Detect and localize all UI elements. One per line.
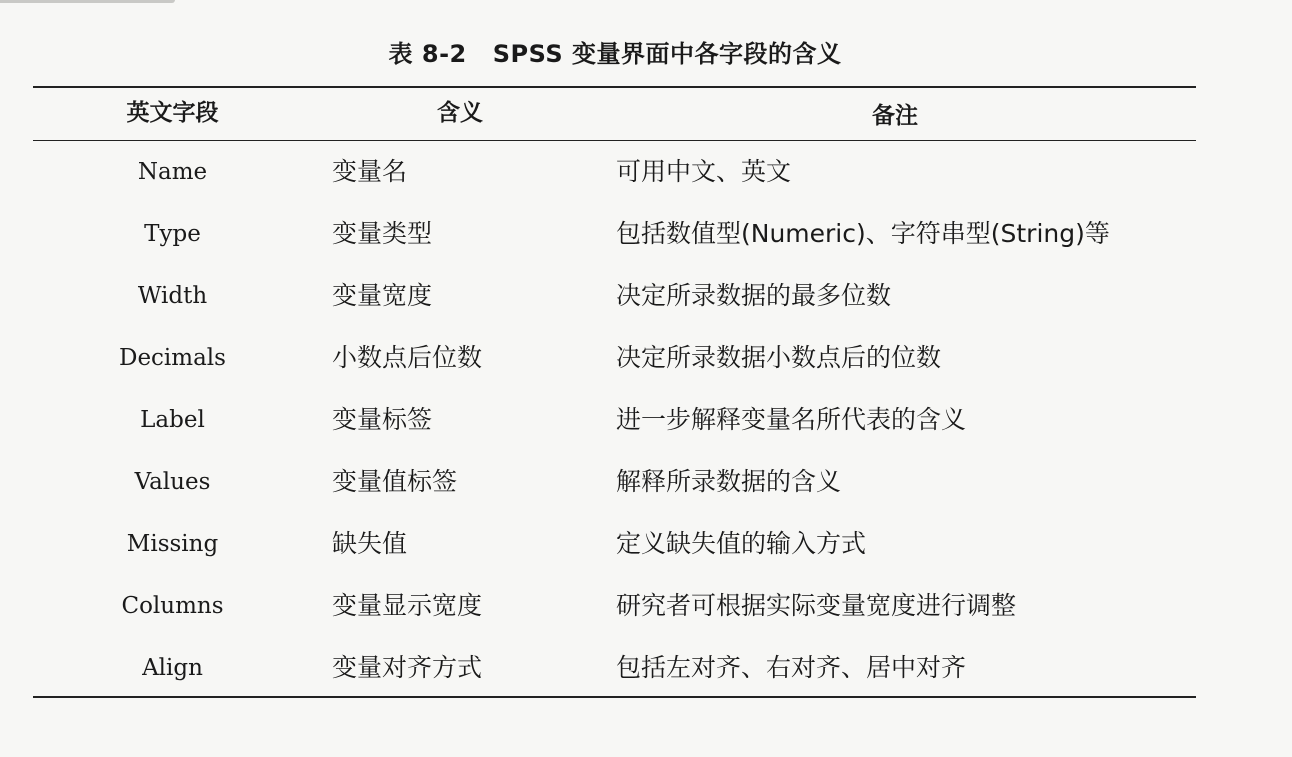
table-header-rule [33,140,1196,141]
table-title: SPSS 变量界面中各字段的含义 [492,40,842,68]
cell-note: 定义缺失值的输入方式 [616,529,867,558]
table-row [0,584,1292,628]
cell-note: 包括左对齐、右对齐、居中对齐 [616,653,967,682]
cell-meaning: 变量值标签 [332,467,458,496]
cell-field: Decimals [119,345,226,371]
header-english-field: 英文字段 [126,100,219,126]
cell-field: Columns [121,593,224,619]
cell-meaning: 缺失值 [332,529,408,558]
header-note: 备注 [872,103,918,129]
table-row [0,212,1292,256]
table-row [0,646,1292,690]
cell-field: Align [142,655,203,681]
cell-meaning: 变量名 [332,157,408,186]
table-row [0,150,1292,194]
cell-note: 决定所录数据小数点后的位数 [616,343,942,372]
cell-field: Missing [126,531,219,557]
page-edge-mark [0,0,175,3]
cell-note: 决定所录数据的最多位数 [616,281,892,310]
cell-note: 包括数值型(Numeric)、字符串型(String)等 [616,219,1110,248]
cell-meaning: 小数点后位数 [332,343,483,372]
cell-note: 解释所录数据的含义 [616,467,842,496]
cell-note: 可用中文、英文 [616,157,792,186]
cell-field: Type [144,221,201,247]
cell-field: Width [137,283,208,309]
table-caption [0,34,1230,69]
table-number: 表 8-2 [388,40,467,68]
cell-meaning: 变量标签 [332,405,433,434]
table-row [0,274,1292,318]
cell-meaning: 变量显示宽度 [332,591,483,620]
header-meaning: 含义 [437,100,483,126]
table-bottom-rule [33,696,1196,698]
table-row [0,460,1292,504]
table-row [0,336,1292,380]
cell-meaning: 变量对齐方式 [332,653,483,682]
cell-field: Values [134,469,211,495]
cell-field: Name [137,159,208,185]
cell-note: 研究者可根据实际变量宽度进行调整 [616,591,1017,620]
cell-meaning: 变量宽度 [332,281,433,310]
cell-meaning: 变量类型 [332,219,433,248]
table-row [0,398,1292,442]
cell-note: 进一步解释变量名所代表的含义 [616,405,967,434]
cell-field: Label [140,407,205,433]
table-top-rule [33,86,1196,88]
table-row [0,522,1292,566]
